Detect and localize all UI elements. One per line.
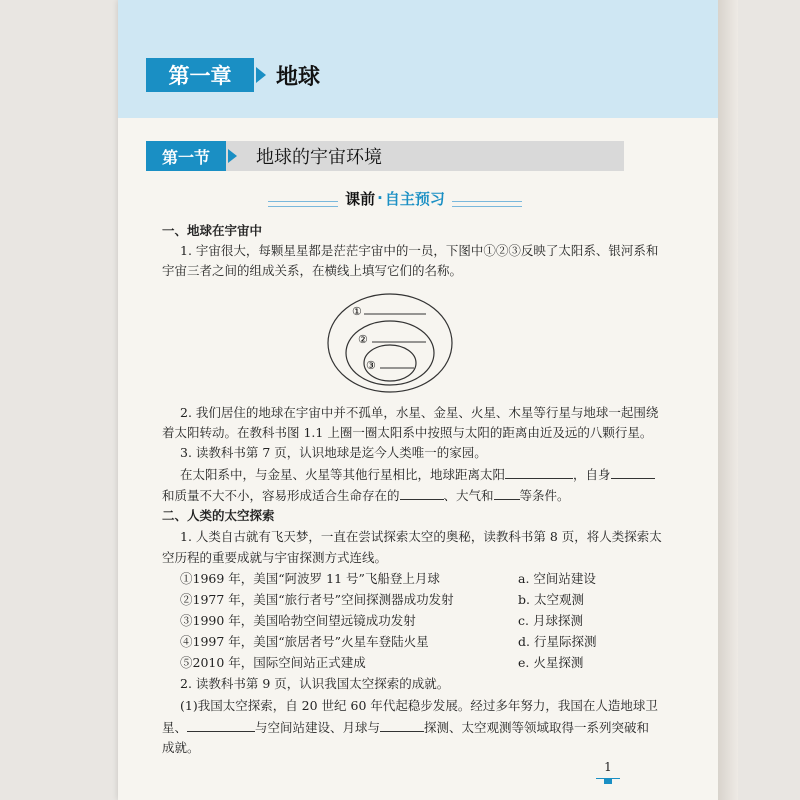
part2-heading: 二、人类的太空探索 <box>162 508 275 523</box>
preview-title-part-a: 课前 <box>345 189 376 208</box>
preview-title <box>340 186 450 210</box>
universe-nesting-diagram <box>326 292 462 394</box>
distance-answer-blank[interactable] <box>505 465 573 479</box>
method-item-a: a. 空间站建设 <box>518 571 596 586</box>
temperature-answer-blank[interactable] <box>400 486 444 500</box>
section-title: 地球的宇宙环境 <box>256 147 382 168</box>
part1-q3-line3 <box>162 486 570 504</box>
section-header <box>146 141 624 171</box>
chapter-arrow-icon <box>256 67 266 83</box>
method-item-b: b. 太空观测 <box>518 592 584 607</box>
part1-heading: 一、地球在宇宙中 <box>162 223 263 238</box>
preview-title-dot: · <box>377 189 383 207</box>
event-item-2: ②1977 年，美国“旅行者号”空间探测器成功发射 <box>180 592 454 607</box>
outer-ellipse <box>328 294 452 392</box>
q2-text-c: 探测、太空观测等领域取得一系列突破和 <box>424 720 650 735</box>
section-arrow-icon <box>228 149 237 163</box>
q3-text-c: 和质量不大不小，容易形成适合生命存在的 <box>162 488 400 503</box>
chapter-label: 第一章 <box>146 58 254 92</box>
event-item-1: ①1969 年，美国“阿波罗 11 号”飞船登上月球 <box>180 571 440 586</box>
q3-text-e: 等条件。 <box>519 488 570 503</box>
part2-q1-line2: 空历程的重要成就与宇宙探测方式连线。 <box>162 550 388 565</box>
deep-space-answer-blank[interactable] <box>380 718 424 732</box>
q3-text-a: 在太阳系中，与金星、火星等其他行星相比，地球距离太阳 <box>180 467 506 482</box>
method-item-e: e. 火星探测 <box>518 655 584 670</box>
part2-q2-line1: 2. 读教科书第 9 页，认识我国太空探索的成就。 <box>180 676 450 691</box>
middle-ellipse <box>346 321 434 385</box>
part2-q2-line4: 成就。 <box>162 740 200 755</box>
method-item-d: d. 行星际探测 <box>518 634 597 649</box>
part1-q1-line1: 1. 宇宙很大，每颗星星都是茫茫宇宙中的一员，下图中①②③反映了太阳系、银河系和 <box>180 243 659 258</box>
q2-text-a: 星、 <box>162 720 188 735</box>
q3-text-d: 、大气和 <box>443 488 494 503</box>
textbook-page <box>118 0 718 800</box>
satellite-answer-blank[interactable] <box>187 718 255 732</box>
q2-text-b: 与空间站建设、月球与 <box>255 720 381 735</box>
event-item-3: ③1990 年，美国哈勃空间望远镜成功发射 <box>180 613 416 628</box>
part1-q2-line2: 着太阳转动。在教科书图 1.1 上圈一圈太阳系中按照与太阳的距离由近及远的八颗行星。 <box>162 425 653 440</box>
event-item-4: ④1997 年，美国“旅居者号”火星车登陆火星 <box>180 634 429 649</box>
diagram-label-1: ① <box>352 305 362 318</box>
method-item-c: c. 月球探测 <box>518 613 583 628</box>
diagram-label-2: ② <box>358 333 368 346</box>
page-number: 1 <box>596 760 620 779</box>
part2-q2-line2: (1)我国太空探索，自 20 世纪 60 年代起稳步发展。经过多年努力，我国在人造地球卫 <box>180 698 658 713</box>
q3-text-b: ，自身 <box>573 467 611 482</box>
part1-q2-line1: 2. 我们居住的地球在宇宙中并不孤单，水星、金星、火星、木星等行星与地球一起围绕 <box>180 405 659 420</box>
preview-title-part-b: 自主预习 <box>384 189 445 208</box>
part1-q3-line1: 3. 读教科书第 7 页，认识地球是迄今人类唯一的家园。 <box>180 445 487 460</box>
banner-divider-left <box>268 201 338 207</box>
banner-divider-right <box>452 201 522 207</box>
part1-q3-line2 <box>180 465 655 483</box>
part2-q2-line3 <box>162 718 649 736</box>
diagram-label-3: ③ <box>366 359 376 372</box>
page-number-marker <box>604 778 612 784</box>
preview-banner <box>268 186 508 212</box>
event-item-5: ⑤2010 年，国际空间站正式建成 <box>180 655 366 670</box>
section-label: 第一节 <box>146 141 226 171</box>
chapter-title: 地球 <box>276 64 321 90</box>
part2-q1-line1: 1. 人类自古就有飞天梦，一直在尝试探索太空的奥秘，读教科书第 8 页，将人类探索太 <box>180 529 662 544</box>
part1-q1-line2: 宇宙三者之间的组成关系，在横线上填写它们的名称。 <box>162 263 463 278</box>
water-answer-blank[interactable] <box>494 486 520 500</box>
size-answer-blank[interactable] <box>611 465 655 479</box>
